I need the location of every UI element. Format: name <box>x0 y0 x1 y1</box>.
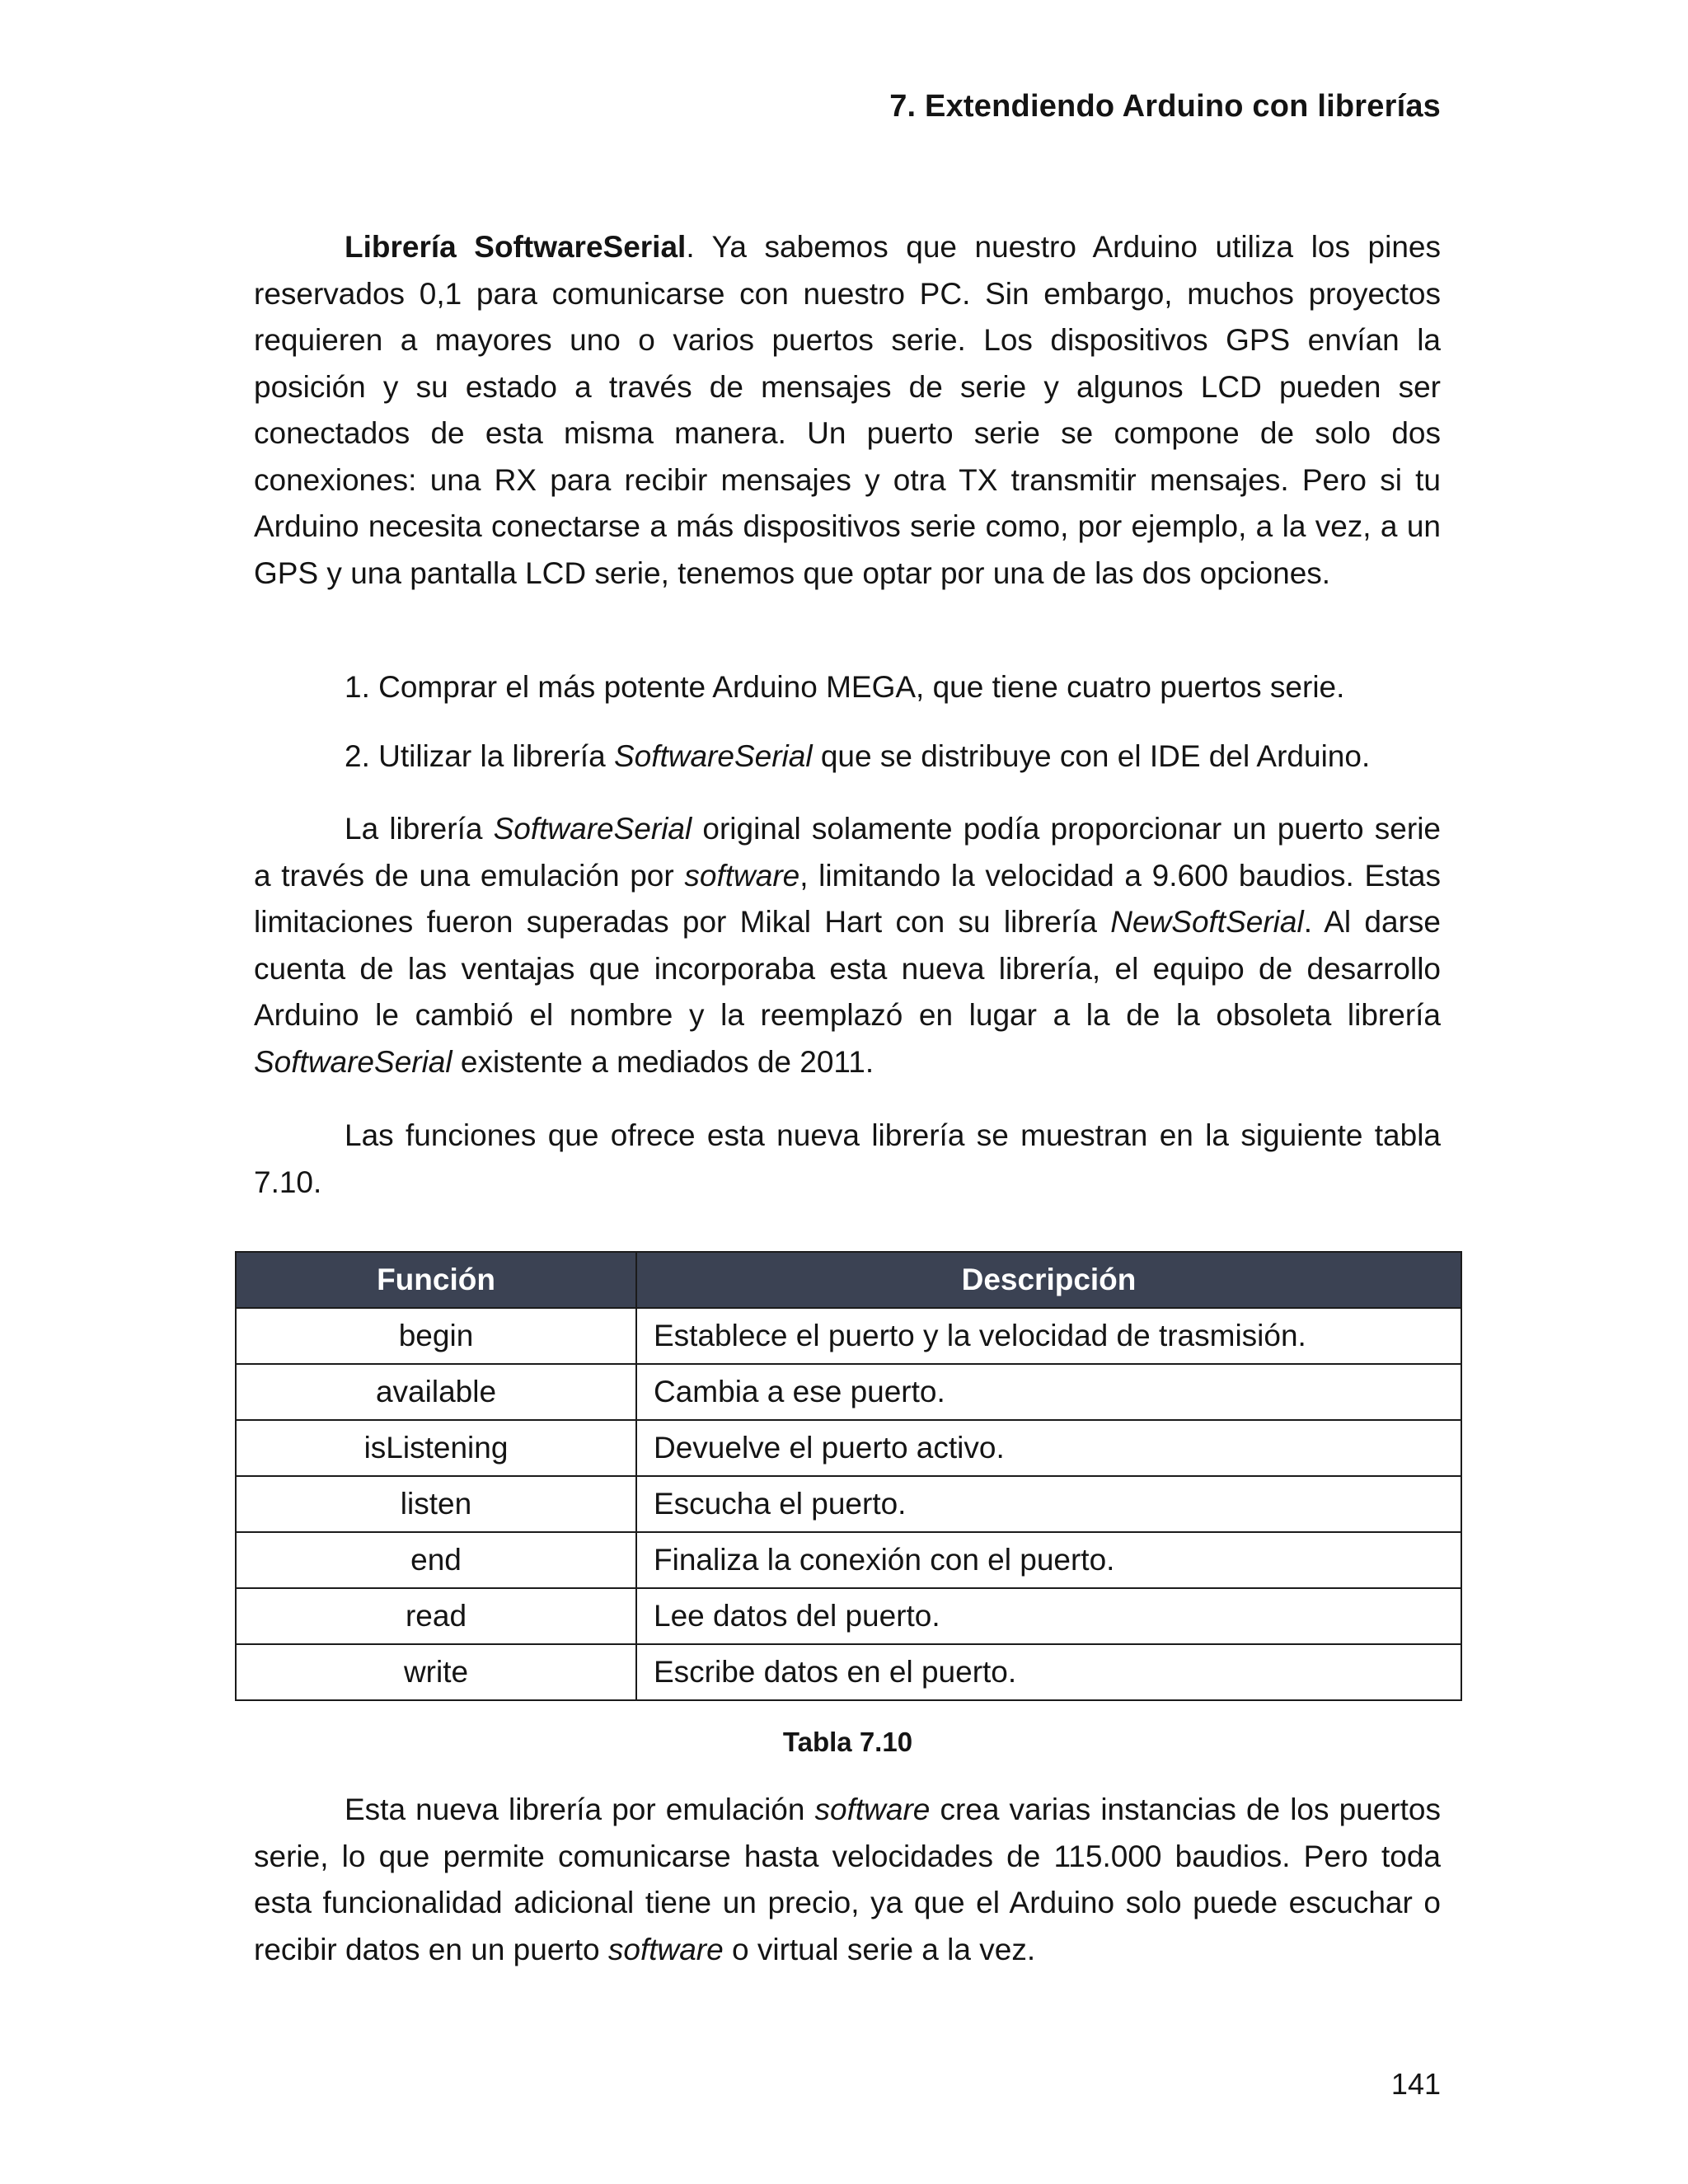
cell-description: Establece el puerto y la velocidad de trasmisión. <box>636 1308 1461 1364</box>
cell-description: Cambia a ese puerto. <box>636 1364 1461 1420</box>
paragraph-3: Las funciones que ofrece esta nueva librería se muestran en la siguiente tabla 7.10. <box>254 1118 1441 1199</box>
p2-b: original solamente podía proporcionar un puerto serie a través de una emulación por <box>254 812 1442 893</box>
table-row <box>236 1364 1461 1420</box>
p4-a: Esta nueva librería por emulación <box>345 1793 815 1826</box>
paragraph-4 <box>254 1787 1441 1973</box>
cell-description: Escribe datos en el puerto. <box>636 1644 1461 1700</box>
p2-em2: software <box>684 858 800 893</box>
table-row <box>236 1588 1461 1644</box>
table-row <box>236 1532 1461 1588</box>
list-item-2 <box>254 733 1441 780</box>
cell-function: begin <box>236 1308 636 1364</box>
table-row <box>236 1476 1461 1532</box>
list-item-2-text-b: que se distribuye con el IDE del Arduino. <box>812 739 1371 773</box>
p4-em2: software <box>607 1932 724 1966</box>
p4-b: crea varias instancias de los puertos serie, lo que permite comunicarse hasta velocidades de 115.000 baudios. Pero toda esta funcionalidad adicional tiene un precio, ya que el Arduino solo puede escuchar o recibir datos en un puerto <box>254 1793 1441 1966</box>
p2-a: La librería <box>345 812 494 846</box>
cell-description: Finaliza la conexión con el puerto. <box>636 1532 1461 1588</box>
table-row <box>236 1308 1461 1364</box>
p2-em3: NewSoftSerial <box>1110 905 1304 939</box>
p4-em1: software <box>814 1793 931 1826</box>
cell-description: Escucha el puerto. <box>636 1476 1461 1532</box>
paragraph-1-text: . Ya sabemos que nuestro Arduino utiliza los pines reservados 0,1 para comunicarse con nuestro PC. Sin embargo, muchos proyectos requieren a mayores uno o varios puertos serie. Los dispositivos GPS envían la posición y su estado a través de mensajes de serie y algunos LCD pueden ser conectados de esta misma manera. Un puerto serie se compone de solo dos conexiones: una RX para recibir mensajes y otra TX transmitir mensajes. Pero si tu Arduino necesita conectarse a más dispositivos serie como, por ejemplo, a la vez, a un GPS y una pantalla LCD serie, tenemos que optar por una de las dos opciones. <box>254 230 1441 590</box>
paragraph-2 <box>254 806 1441 1085</box>
p2-em4: SoftwareSerial <box>254 1044 452 1079</box>
cell-description: Devuelve el puerto activo. <box>636 1420 1461 1476</box>
table-row <box>236 1420 1461 1476</box>
header-description: Descripción <box>636 1252 1461 1308</box>
paragraph-1 <box>254 224 1441 597</box>
table-header-row <box>236 1252 1461 1308</box>
cell-description: Lee datos del puerto. <box>636 1588 1461 1644</box>
cell-function: listen <box>236 1476 636 1532</box>
list-item-1: 1. Comprar el más potente Arduino MEGA, que tiene cuatro puertos serie. <box>345 670 1345 704</box>
term-lead: Librería SoftwareSerial <box>345 230 687 264</box>
cell-function: write <box>236 1644 636 1700</box>
list-item-2-text-a: 2. Utilizar la librería <box>345 739 614 773</box>
header-function: Función <box>236 1252 636 1308</box>
paragraph-softwareserial-intro <box>254 224 1441 597</box>
paragraph-emulation <box>254 1787 1441 1973</box>
cell-function: isListening <box>236 1420 636 1476</box>
list-item-2-emphasis: SoftwareSerial <box>613 739 813 773</box>
cell-function: read <box>236 1588 636 1644</box>
table-caption: Tabla 7.10 <box>782 1727 913 1757</box>
running-head: 7. Extendiendo Arduino con librerías <box>889 89 1441 124</box>
p2-c: , limitando la velocidad a 9.600 baudios. Estas limitaciones fueron superadas por Mikal Hart con su librería <box>254 858 1442 939</box>
table-row <box>236 1644 1461 1700</box>
paragraph-history <box>254 806 1441 1085</box>
cell-function: end <box>236 1532 636 1588</box>
options-list <box>254 664 1441 780</box>
p2-e: existente a mediados de 2011. <box>452 1044 874 1079</box>
p2-em1: SoftwareSerial <box>493 812 692 846</box>
functions-table <box>235 1251 1462 1701</box>
paragraph-table-intro <box>254 1113 1441 1206</box>
p4-c: o virtual serie a la vez. <box>723 1932 1036 1966</box>
p2-d: . Al darse cuenta de las ventajas que incorporaba esta nueva librería, el equipo de desarrollo Arduino le cambió el nombre y la reemplazó en lugar a la de la obsoleta librería <box>254 905 1441 1032</box>
cell-function: available <box>236 1364 636 1420</box>
page-number: 141 <box>1390 2067 1441 2101</box>
